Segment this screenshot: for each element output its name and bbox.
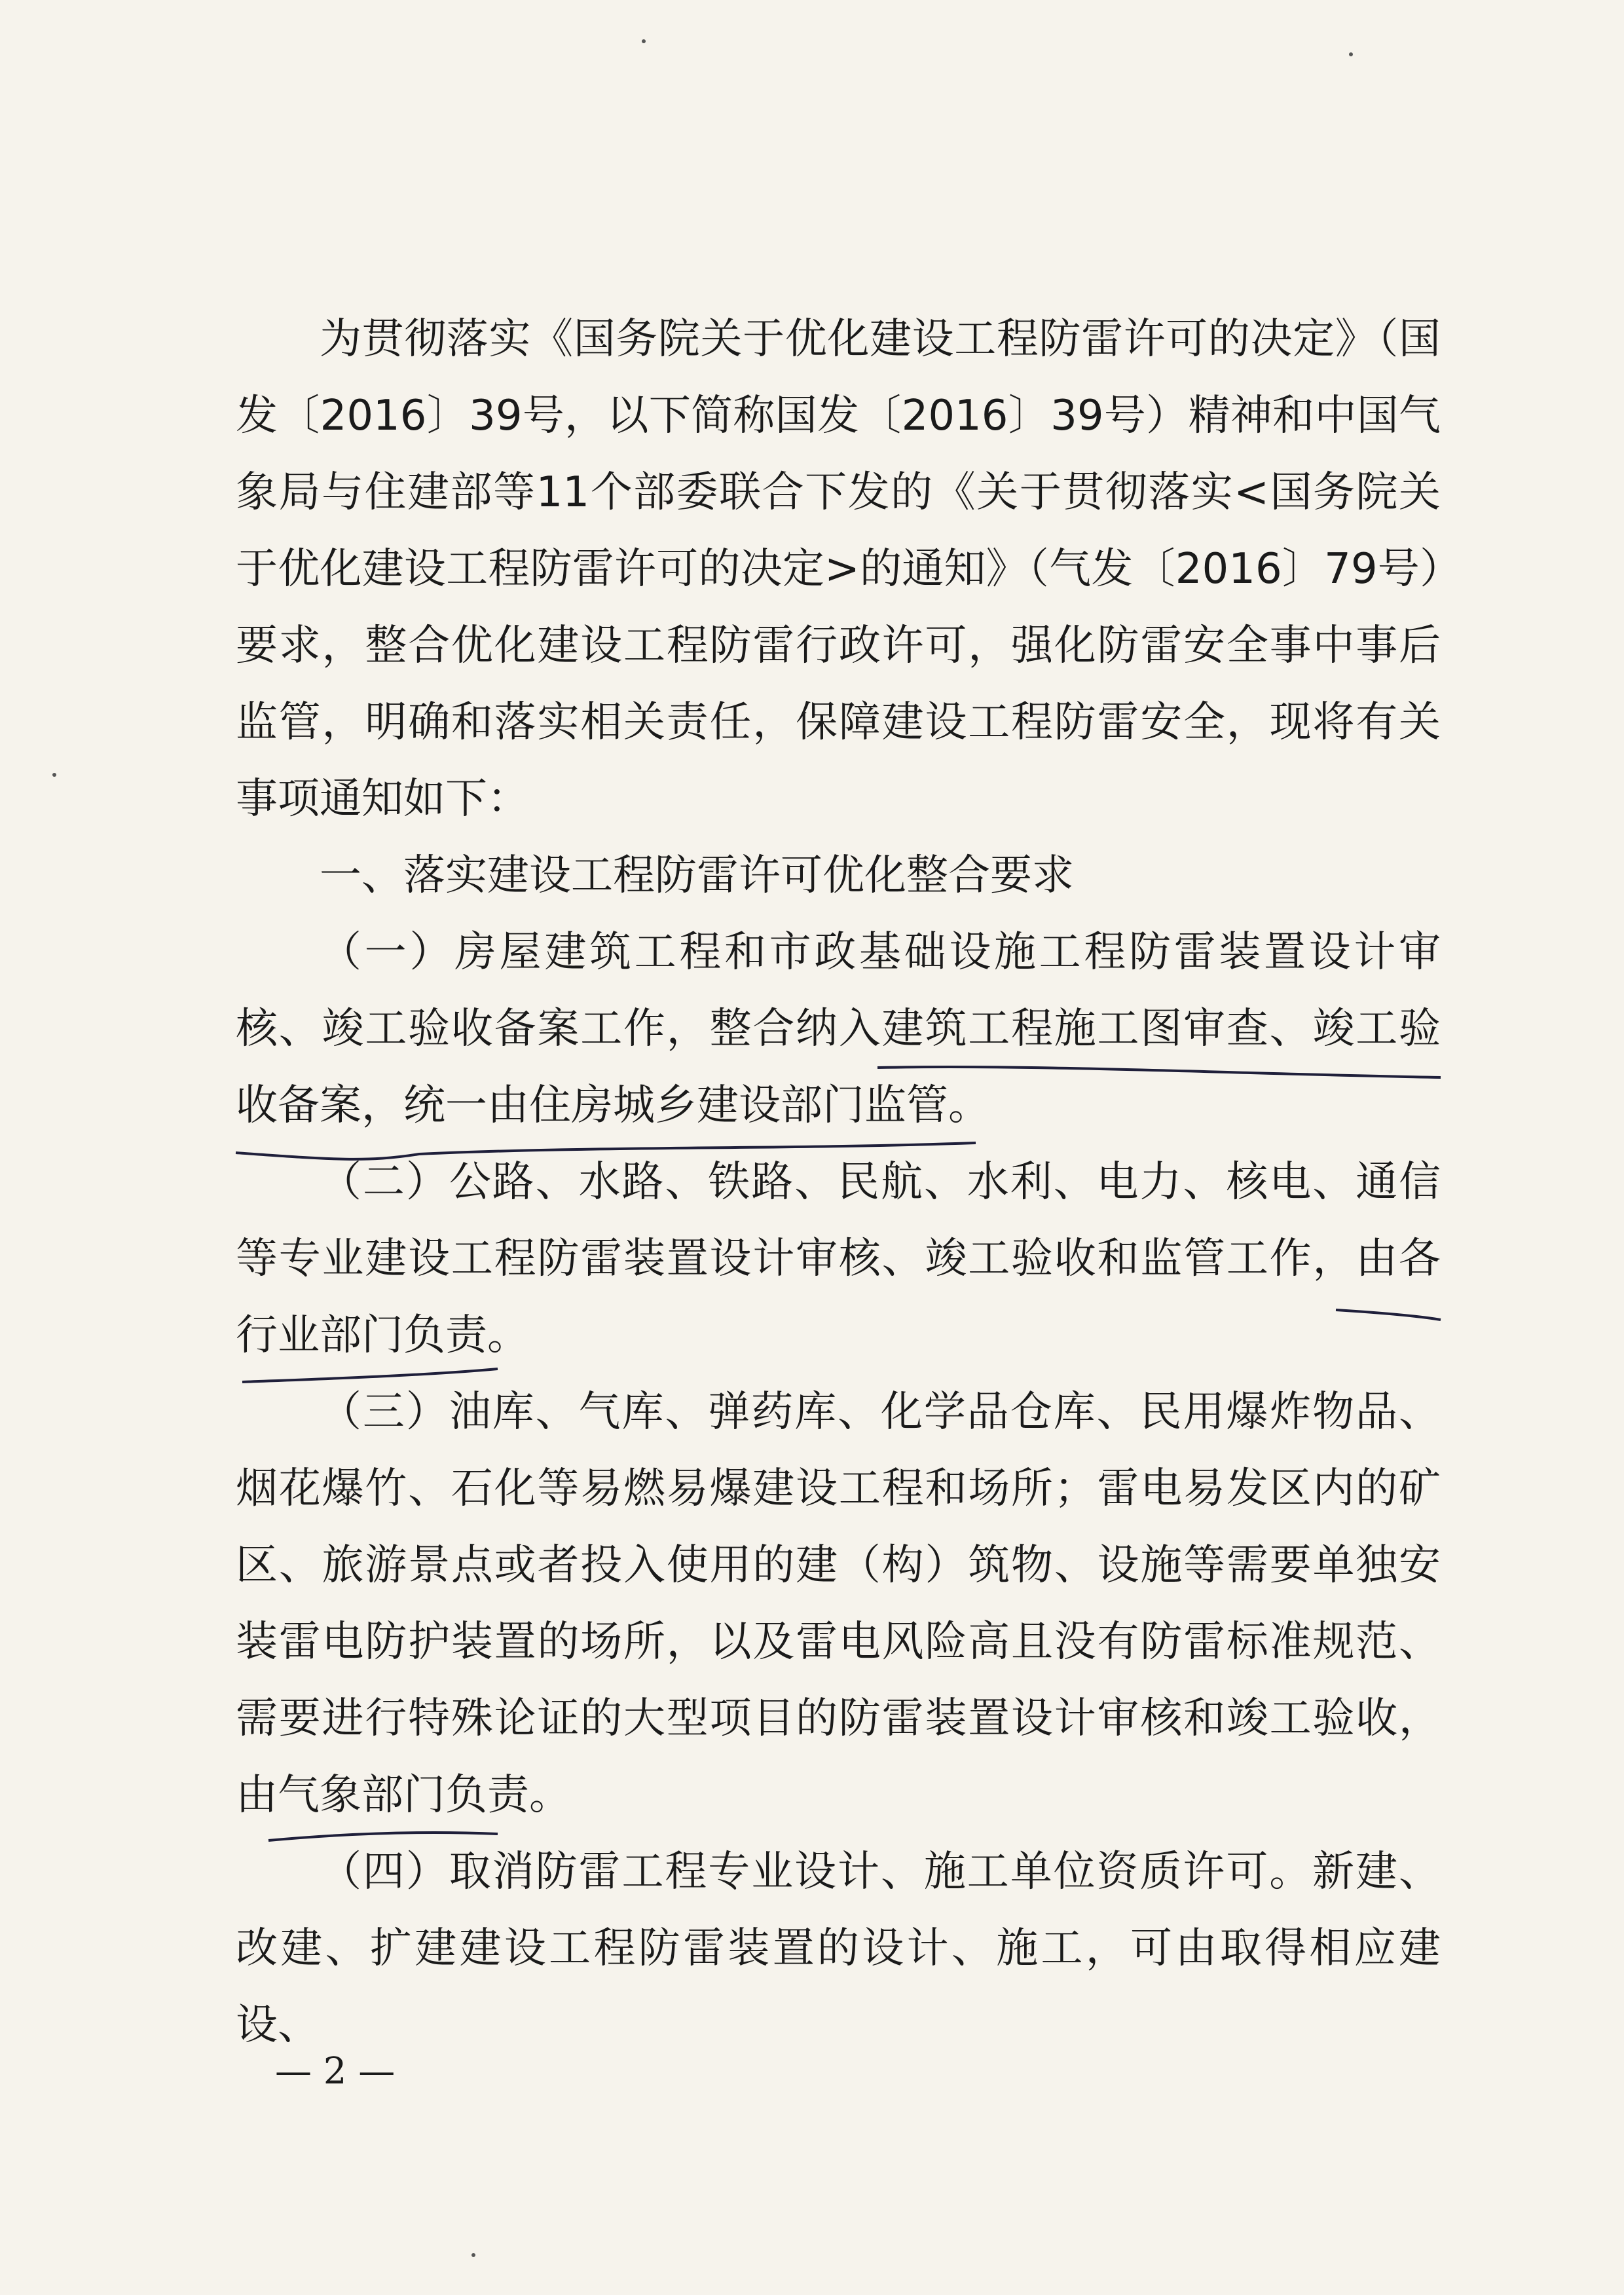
- intro-paragraph: 为贯彻落实《国务院关于优化建设工程防雷许可的决定》（国发〔2016〕39号，以下简称国发〔2016〕39号）精神和中国气象局与住建部等11个部委联合下发的《关于贯彻落实<国务院关于优化建设工程防雷许可的决定>的通知》（气发〔2016〕79号）要求，整合优化建设工程防雷行政许可，强化防雷安全事中事后监管，明确和落实相关责任，保障建设工程防雷安全，现将有关事项通知如下：: [236, 315, 1441, 823]
- item-3-paragraph: （三）油库、气库、弹药库、化学品仓库、民用爆炸物品、烟花爆竹、石化等易燃易爆建设工程和场所；雷电易发区内的矿区、旅游景点或者投入使用的建（构）筑物、设施等需要单独安装雷电防护装置的场所，以及雷电风险高且没有防雷标准规范、需要进行特殊论证的大型项目的防雷装置设计审核和竣工验收，由气象部门负责。: [236, 1388, 1441, 1819]
- page-number: — 2 —: [275, 2050, 396, 2093]
- scan-speck: [642, 39, 646, 43]
- scan-speck: [471, 2253, 475, 2257]
- scan-speck: [52, 773, 56, 777]
- section-heading-1: 一、落实建设工程防雷许可优化整合要求: [320, 851, 1074, 900]
- item-2-paragraph: （二）公路、水路、铁路、民航、水利、电力、核电、通信等专业建设工程防雷装置设计审核、竣工验收和监管工作，由各行业部门负责。: [236, 1158, 1441, 1360]
- item-1-paragraph: （一）房屋建筑工程和市政基础设施工程防雷装置设计审核、竣工验收备案工作，整合纳入建筑工程施工图审查、竣工验收备案，统一由住房城乡建设部门监管。: [236, 928, 1441, 1130]
- item-4-paragraph: （四）取消防雷工程专业设计、施工单位资质许可。新建、改建、扩建建设工程防雷装置的设计、施工，可由取得相应建设、: [236, 1848, 1441, 2049]
- document-body: [236, 301, 1441, 2064]
- scan-speck: [1349, 52, 1353, 56]
